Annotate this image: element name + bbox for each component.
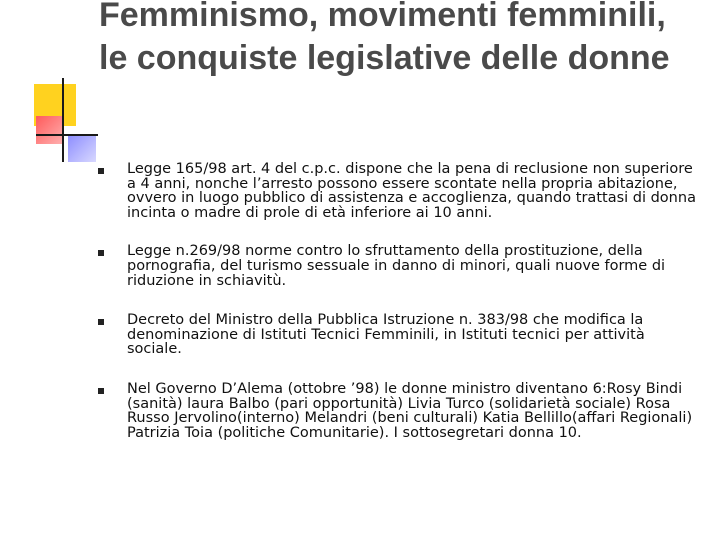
square-bullet-icon	[98, 168, 104, 174]
red-square	[36, 116, 64, 144]
blue-square	[68, 134, 96, 162]
bullet-list	[98, 162, 698, 440]
bullet-text: Nel Governo D’Alema (ottobre ’98) le donne ministro diventano 6:Rosy Bindi (sanità) laura Balbo (pari opportunità) Livia Turco (solidarietà sociale) Rosa Russo Jervolino(interno) Melandri (beni culturali) Katia Bellillo(affari Regionali) Patrizia Toia (politiche Comunitarie). I sottosegretari donna 10.	[127, 380, 693, 441]
square-bullet-icon	[98, 319, 104, 325]
horizontal-rule	[36, 134, 98, 136]
decorative-squares-icon	[28, 78, 98, 162]
bullet-item	[98, 162, 698, 220]
bullet-item	[98, 382, 698, 440]
square-bullet-icon	[98, 388, 104, 394]
bullet-text: Decreto del Ministro della Pubblica Istruzione n. 383/98 che modifica la denominazione di Istituti Tecnici Femminili, in Istituti tecnici per attività sociale.	[127, 312, 645, 358]
bullet-item	[98, 244, 698, 288]
bullet-text: Legge n.269/98 norme contro lo sfruttamento della prostituzione, della pornografia, del turismo sessuale in danno di minori, quali nuove forme di riduzione in schiavitù.	[127, 243, 666, 289]
square-bullet-icon	[98, 250, 104, 256]
bullet-text: Legge 165/98 art. 4 del c.p.c. dispone che la pena di reclusione non superiore a 4 anni, nonche l’arresto possono essere scontate nella propria abitazione, ovvero in luogo pubblico di assistenza e accoglienza, quando trattasi di donna incinta o madre di prole di età inferiore ai 10 anni.	[127, 161, 696, 221]
slide-title: Femminismo, movimenti femminili, le conquiste legislative delle donne	[99, 0, 670, 77]
vertical-rule	[62, 78, 64, 162]
bullet-item	[98, 313, 698, 357]
